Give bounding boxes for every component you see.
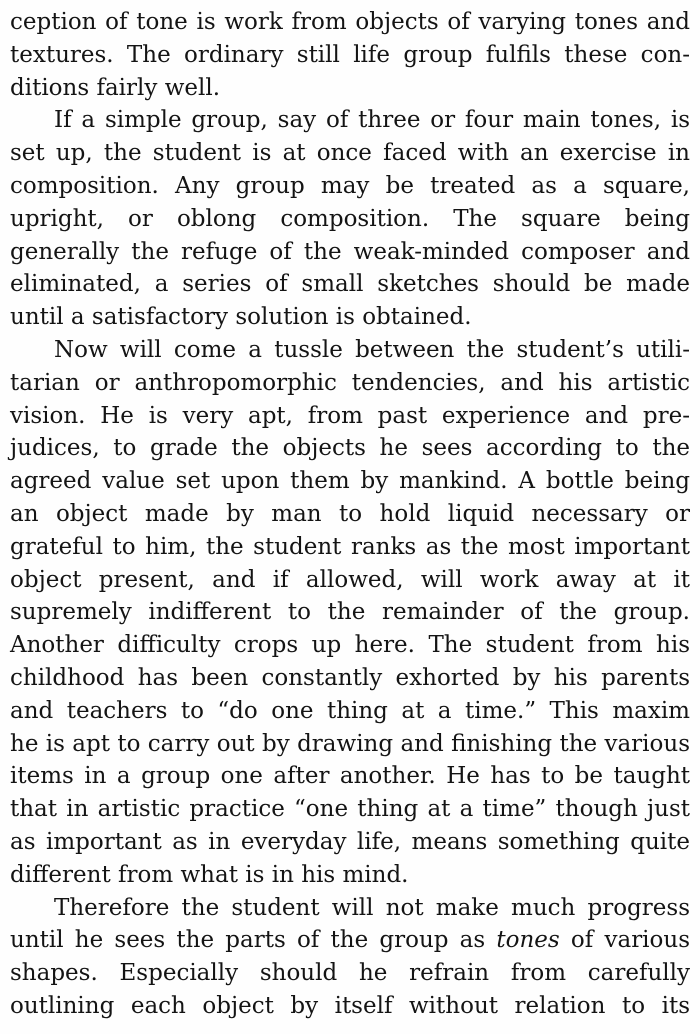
text-line-content: different from what is in his mind. <box>10 861 409 888</box>
text-line-content: eliminated, a series of small sketches should be made <box>10 271 690 298</box>
text-line <box>10 892 690 925</box>
text-line-content: that in artistic practice “one thing at a time” though just <box>10 796 690 823</box>
text-line-content: Another difficulty crops up here. The student from his <box>10 632 690 659</box>
text-line <box>10 236 690 269</box>
text-line-content: tarian or anthropomorphic tendencies, and his artistic <box>10 369 690 396</box>
text-line-continuation: of various <box>559 927 691 954</box>
text-line <box>10 334 690 367</box>
text-line <box>10 662 690 695</box>
text-line <box>10 826 690 859</box>
text-line-content: supremely indifferent to the remainder of the group. <box>10 599 690 626</box>
text-line <box>10 72 690 105</box>
text-line <box>10 170 690 203</box>
text-line <box>10 268 690 301</box>
text-line <box>10 531 690 564</box>
text-line-content: outlining each object by itself without relation to its <box>10 992 690 1019</box>
text-line-content: set up, the student is at once faced with an exercise in <box>10 140 690 167</box>
text-line-content: until he sees the parts of the group as <box>10 927 486 954</box>
text-line <box>10 924 690 957</box>
text-line-content: object present, and if allowed, will work away at it <box>10 566 690 593</box>
text-line-content: ception of tone is work from objects of varying tones and <box>10 9 690 35</box>
text-line <box>10 367 690 400</box>
text-line-content: and teachers to “do one thing at a time.” This maxim <box>10 697 690 724</box>
text-line <box>10 400 690 433</box>
text-line <box>10 498 690 531</box>
text-line <box>10 596 690 629</box>
text-line <box>10 432 690 465</box>
text-line-content: Therefore the student will not make much progress <box>54 894 690 921</box>
text-line <box>10 728 690 761</box>
text-line-content: upright, or oblong composition. The square being <box>10 205 690 232</box>
text-line-content: items in a group one after another. He has to be taught <box>10 763 690 790</box>
text-line-content: grateful to him, the student ranks as the most important <box>10 533 690 560</box>
text-line <box>10 957 690 990</box>
text-line <box>10 629 690 662</box>
text-line <box>10 39 690 72</box>
text-line <box>10 6 690 39</box>
text-line-content: ditions fairly well. <box>10 74 221 101</box>
text-line-content: If a simple group, say of three or four main tones, is <box>54 107 690 134</box>
text-line-content: shapes. Especially should he refrain from carefully <box>10 960 690 987</box>
text-line <box>10 990 690 1023</box>
text-line-content: judices, to grade the objects he sees according to the <box>10 435 690 462</box>
text-line-content: Now will come a tussle between the student’s utili- <box>54 336 690 363</box>
text-line <box>10 104 690 137</box>
text-line <box>10 859 690 892</box>
text-line-content: he is apt to carry out by drawing and finishing the various <box>10 730 690 757</box>
text-line <box>10 564 690 597</box>
text-line <box>10 760 690 793</box>
text-line-content: agreed value set upon them by mankind. A bottle being <box>10 468 690 495</box>
text-line <box>10 137 690 170</box>
text-line-content: generally the refuge of the weak-minded composer and <box>10 238 690 265</box>
text-line-content: textures. The ordinary still life group fulfils these con- <box>10 41 690 68</box>
text-line-content: childhood has been constantly exhorted by his parents <box>10 664 690 691</box>
text-line <box>10 793 690 826</box>
text-line-content: vision. He is very apt, from past experience and pre- <box>10 402 690 429</box>
body-text <box>10 6 690 1023</box>
text-line <box>10 301 690 334</box>
text-line-content: as important as in everyday life, means something quite <box>10 828 690 855</box>
italic-word: tones <box>496 927 560 954</box>
text-line-content: until a satisfactory solution is obtained. <box>10 304 472 331</box>
text-line-content: an object made by man to hold liquid necessary or <box>10 500 690 527</box>
text-line-content: composition. Any group may be treated as a square, <box>10 172 690 199</box>
text-line <box>10 695 690 728</box>
text-line <box>10 465 690 498</box>
text-line <box>10 203 690 236</box>
